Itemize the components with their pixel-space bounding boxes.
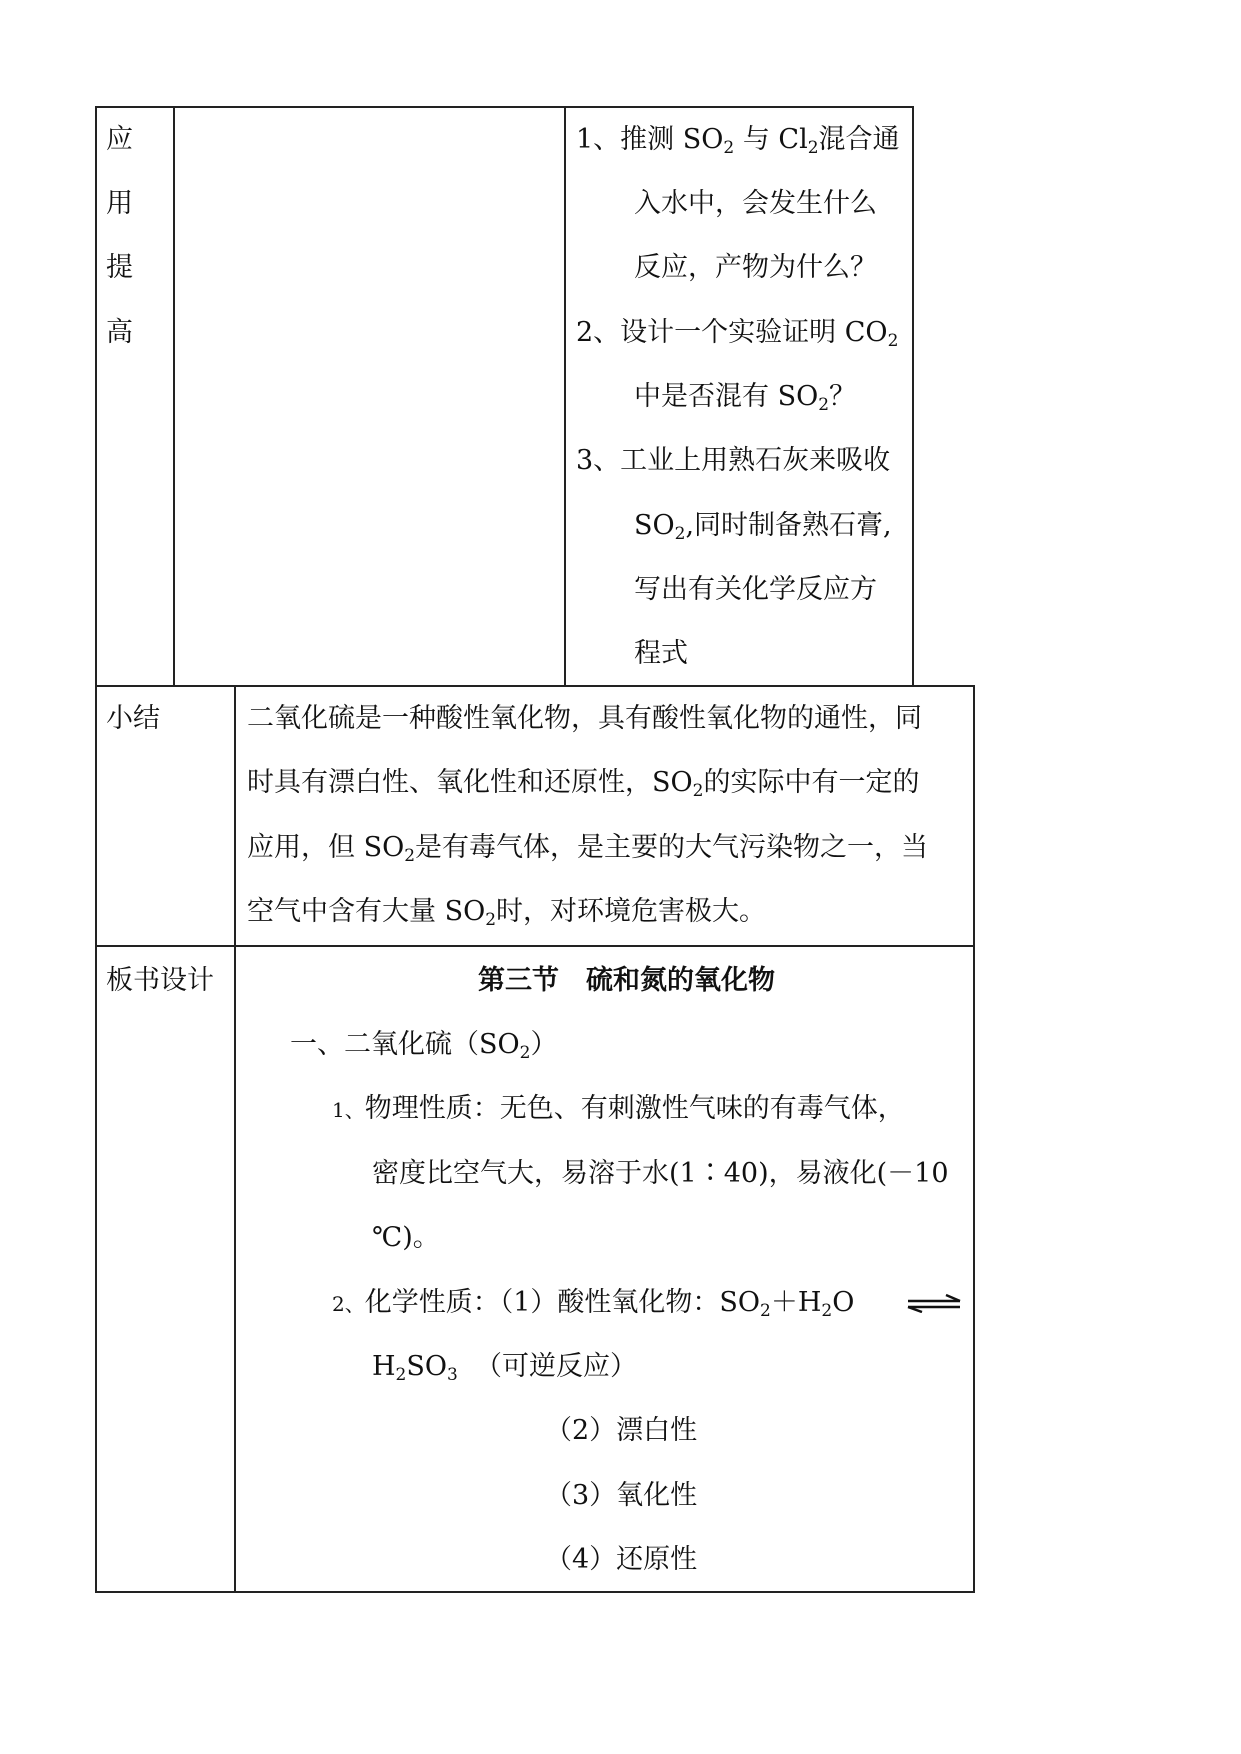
table-border-top (95, 106, 913, 108)
question-1-line-2: 入水中，会发生什么 (634, 188, 877, 219)
summary-line-2: 时具有漂白性、氧化性和还原性，$SO_2$的实际中有一定的 (247, 767, 920, 801)
application-label-char: 高 (106, 317, 133, 348)
question-2-line-2: 中是否混有 $SO_2$？ (634, 381, 857, 415)
label-col-divider (234, 685, 236, 1593)
chemical-properties-line-1: 2、化学性质：（1）酸性氧化物：$SO_2+H_2O$ (332, 1287, 855, 1321)
summary-line-3: 应用，但 $SO_2$是有毒气体，是主要的大气污染物之一，当 (247, 832, 929, 866)
summary-label: 小结 (106, 703, 160, 734)
table-border-right (973, 685, 975, 1593)
application-label-char: 应 (106, 124, 133, 155)
application-label-char: 提 (106, 252, 133, 283)
board-label: 板书设计 (106, 965, 214, 996)
question-3-line-4: 程式 (634, 638, 688, 669)
summary-line-4: 空气中含有大量 $SO_2$时，对环境危害极大。 (247, 896, 767, 930)
table-border-bottom (95, 1591, 975, 1593)
summary-border-top (95, 685, 975, 687)
chemical-properties-line-2: $H_2SO_3$ （可逆反应） (372, 1351, 638, 1385)
summary-line-1: 二氧化硫是一种酸性氧化物，具有酸性氧化物的通性，同 (247, 703, 922, 734)
app-col-divider-2 (564, 106, 566, 686)
property-reducing: （4）还原性 (545, 1544, 698, 1575)
reversible-arrow-icon (906, 1293, 962, 1313)
question-3-line-1: 3、工业上用熟石灰来吸收 (576, 445, 891, 476)
board-title: 第三节 硫和氮的氧化物 (478, 965, 775, 996)
physical-properties-line-1: 1、物理性质：无色、有刺激性气味的有毒气体， (332, 1093, 905, 1124)
app-border-right (912, 106, 914, 686)
question-2-line-1: 2、设计一个实验证明 $CO_2$ (576, 317, 899, 351)
app-col-divider-1 (173, 106, 175, 686)
question-1-line-3: 反应，产物为什么？ (634, 252, 877, 283)
board-border-top (95, 945, 975, 947)
board-section-heading: 一、二氧化硫$(SO_2)$ (290, 1029, 558, 1063)
physical-properties-line-3: ℃)。 (372, 1222, 440, 1253)
question-3-line-3: 写出有关化学反应方 (634, 574, 877, 605)
question-1-line-1: 1、推测 $SO_2$ 与 $Cl_2$混合通 (576, 124, 900, 158)
physical-properties-line-2: 密度比空气大，易溶于水(1∶40)，易液化(－10 (372, 1158, 949, 1189)
table-border-left (95, 106, 97, 1593)
property-oxidizing: （3）氧化性 (545, 1480, 698, 1511)
question-3-line-2: $SO_2$,同时制备熟石膏, (634, 510, 892, 544)
property-bleaching: （2）漂白性 (545, 1415, 698, 1446)
application-label-char: 用 (106, 188, 133, 219)
